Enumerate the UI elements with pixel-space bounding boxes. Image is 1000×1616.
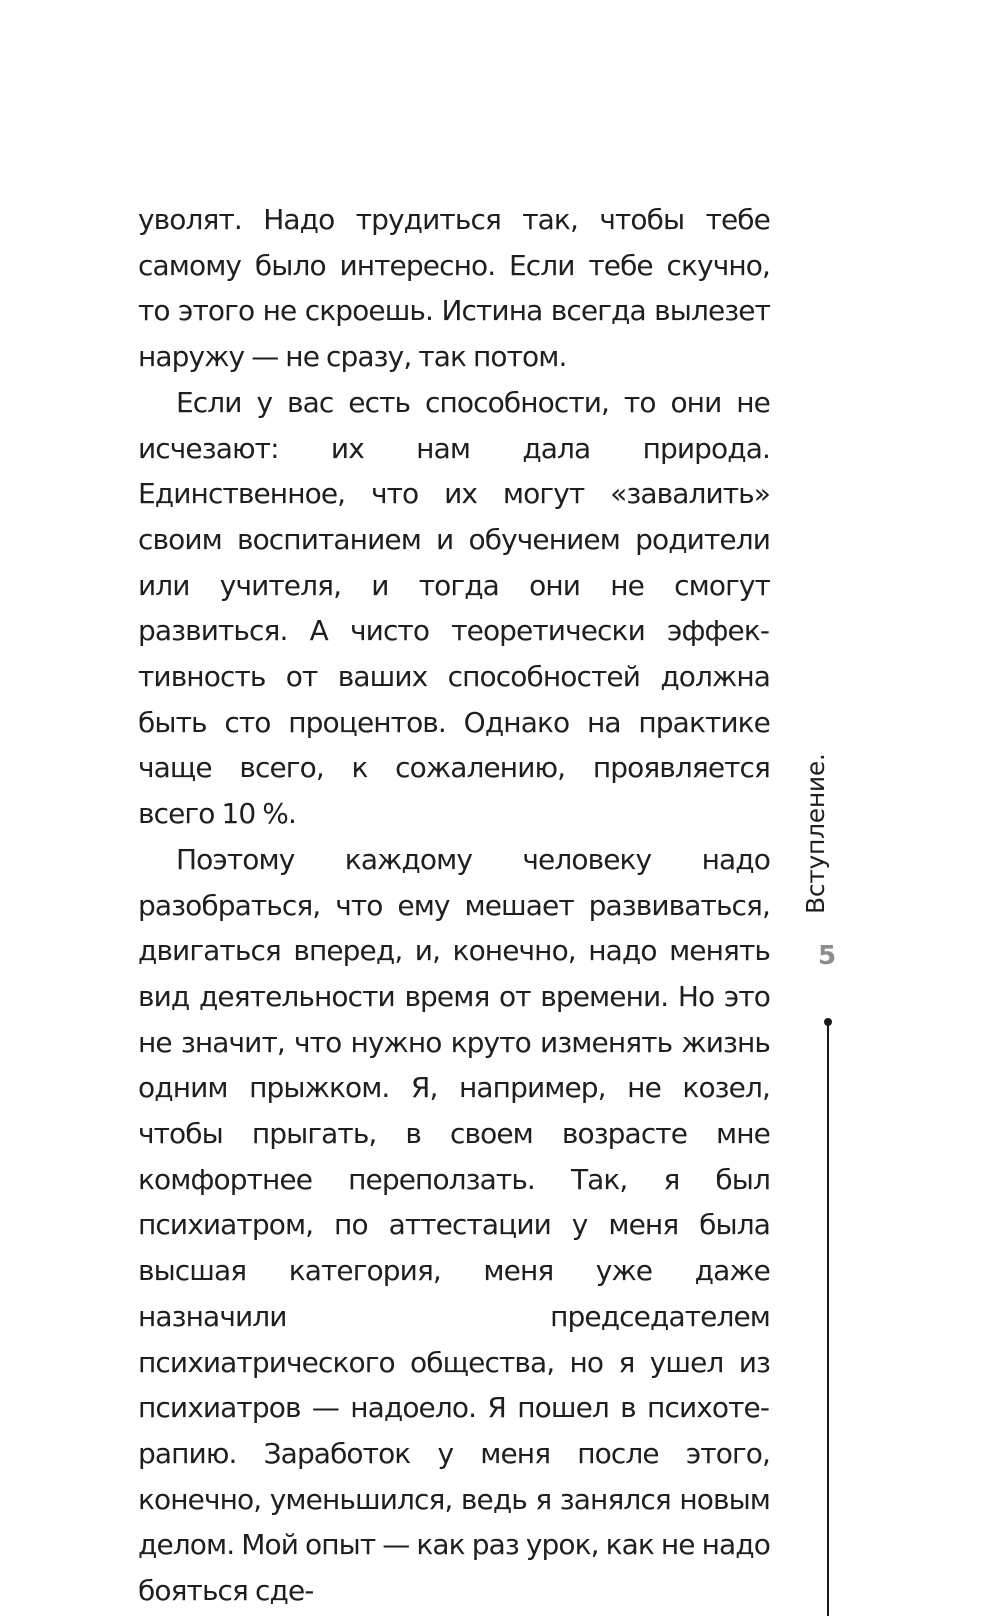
page-number: 5 [817, 941, 837, 971]
sidebar-vertical-rule [827, 1022, 829, 1616]
paragraph-abilities: Если у вас есть способности, то они не исчезают: их нам дала природа. Единственное, что их могут «завалить» своим воспитанием и обучением родители или учителя, и тогда они не смогут развиться. А чисто теоретически эффективность от ваших способностей должна быть сто процентов. Однако на практике чаще всего, к сожалению, проявляется всего 10 %. [138, 385, 770, 831]
paragraph-continued: уволят. Надо трудиться так, чтобы тебе самому было интересно. Если тебе скучно, то этого не скроешь. Истина всегда вылезет наружу — не сразу, так потом. [138, 203, 770, 374]
paragraph-change-activity: Поэтому каждому человеку надо разобраться, что ему мешает развиваться, двигаться вперед, и, конечно, надо менять вид деятельности время от времени. Но это не значит, что нужно круто изменять жизнь одним прыжком. Я, например, не козел, чтобы прыгать, в своем возрасте мне комфортнее переползать. Так, я был психиатром, по аттестации у меня была высшая категория, меня уже даже назначили председателем психиатрического общества, но я ушел из психиатров — надоело. Я пошел в психотерапию. Заработок у меня после этого, конечно, уменьшился, ведь я занялся новым делом. Мой опыт — как раз урок, как не надо бояться сде- [138, 842, 770, 1608]
page-body-text [138, 197, 770, 1614]
running-section-title: Вступление. [801, 753, 830, 914]
